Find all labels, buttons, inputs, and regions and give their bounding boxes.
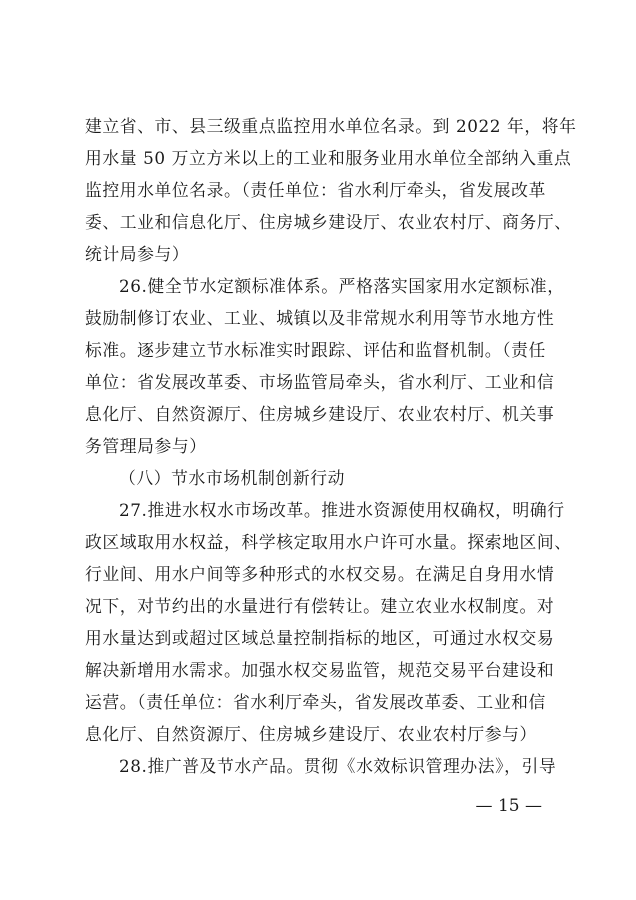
text-line: 用水量 50 万立方米以上的工业和服务业用水单位全部纳入重点 (85, 148, 572, 168)
text-line: 统计局参与） (85, 244, 190, 264)
item-26-heading-line: 26.健全节水定额标准体系。严格落实国家用水定额标准， (119, 276, 565, 296)
text-line: 务管理局参与） (85, 436, 207, 456)
text-line: 监控用水单位名录。（责任单位：省水利厅牵头，省发展改革 (85, 180, 546, 200)
text-line: 息化厅、自然资源厅、住房城乡建设厅、农业农村厅参与） (85, 724, 537, 744)
text-line: 行业间、用水户间等多种形式的水权交易。在满足自身用水情 (85, 564, 555, 584)
text-line: 运营。（责任单位：省水利厅牵头，省发展改革委、工业和信 (85, 692, 546, 712)
item-28-heading-line: 28.推广普及节水产品。贯彻《水效标识管理办法》，引导 (119, 756, 557, 776)
text-line: 鼓励制修订农业、工业、城镇以及非常规水利用等节水地方性 (85, 308, 555, 328)
page-number: — 15 — (475, 796, 542, 816)
text-line: 况下，对节约出的水量进行有偿转让。建立农业水权制度。对 (85, 596, 555, 616)
text-line: 标准。逐步建立节水标准实时跟踪、评估和监督机制。（责任 (85, 340, 546, 360)
text-line: 息化厅、自然资源厅、住房城乡建设厅、农业农村厅、机关事 (85, 404, 555, 424)
text-line: 用水量达到或超过区域总量控制指标的地区，可通过水权交易 (85, 628, 555, 648)
text-line: 政区域取用水权益，科学核定取用水户许可水量。探索地区间、 (85, 532, 572, 552)
text-line: 单位：省发展改革委、市场监管局牵头，省水利厅、工业和信 (85, 372, 555, 392)
item-27-heading-line: 27.推进水权水市场改革。推进水资源使用权确权，明确行 (119, 500, 565, 520)
body-text (85, 110, 577, 782)
page-footer (0, 786, 636, 826)
text-line: 解决新增用水需求。加强水权交易监管，规范交易平台建设和 (85, 660, 555, 680)
section-heading: （八）节水市场机制创新行动 (119, 468, 345, 488)
text-line: 委、工业和信息化厅、住房城乡建设厅、农业农村厅、商务厅、 (85, 212, 572, 232)
text-line: 建立省、市、县三级重点监控用水单位名录。到 2022 年，将年 (85, 116, 577, 136)
